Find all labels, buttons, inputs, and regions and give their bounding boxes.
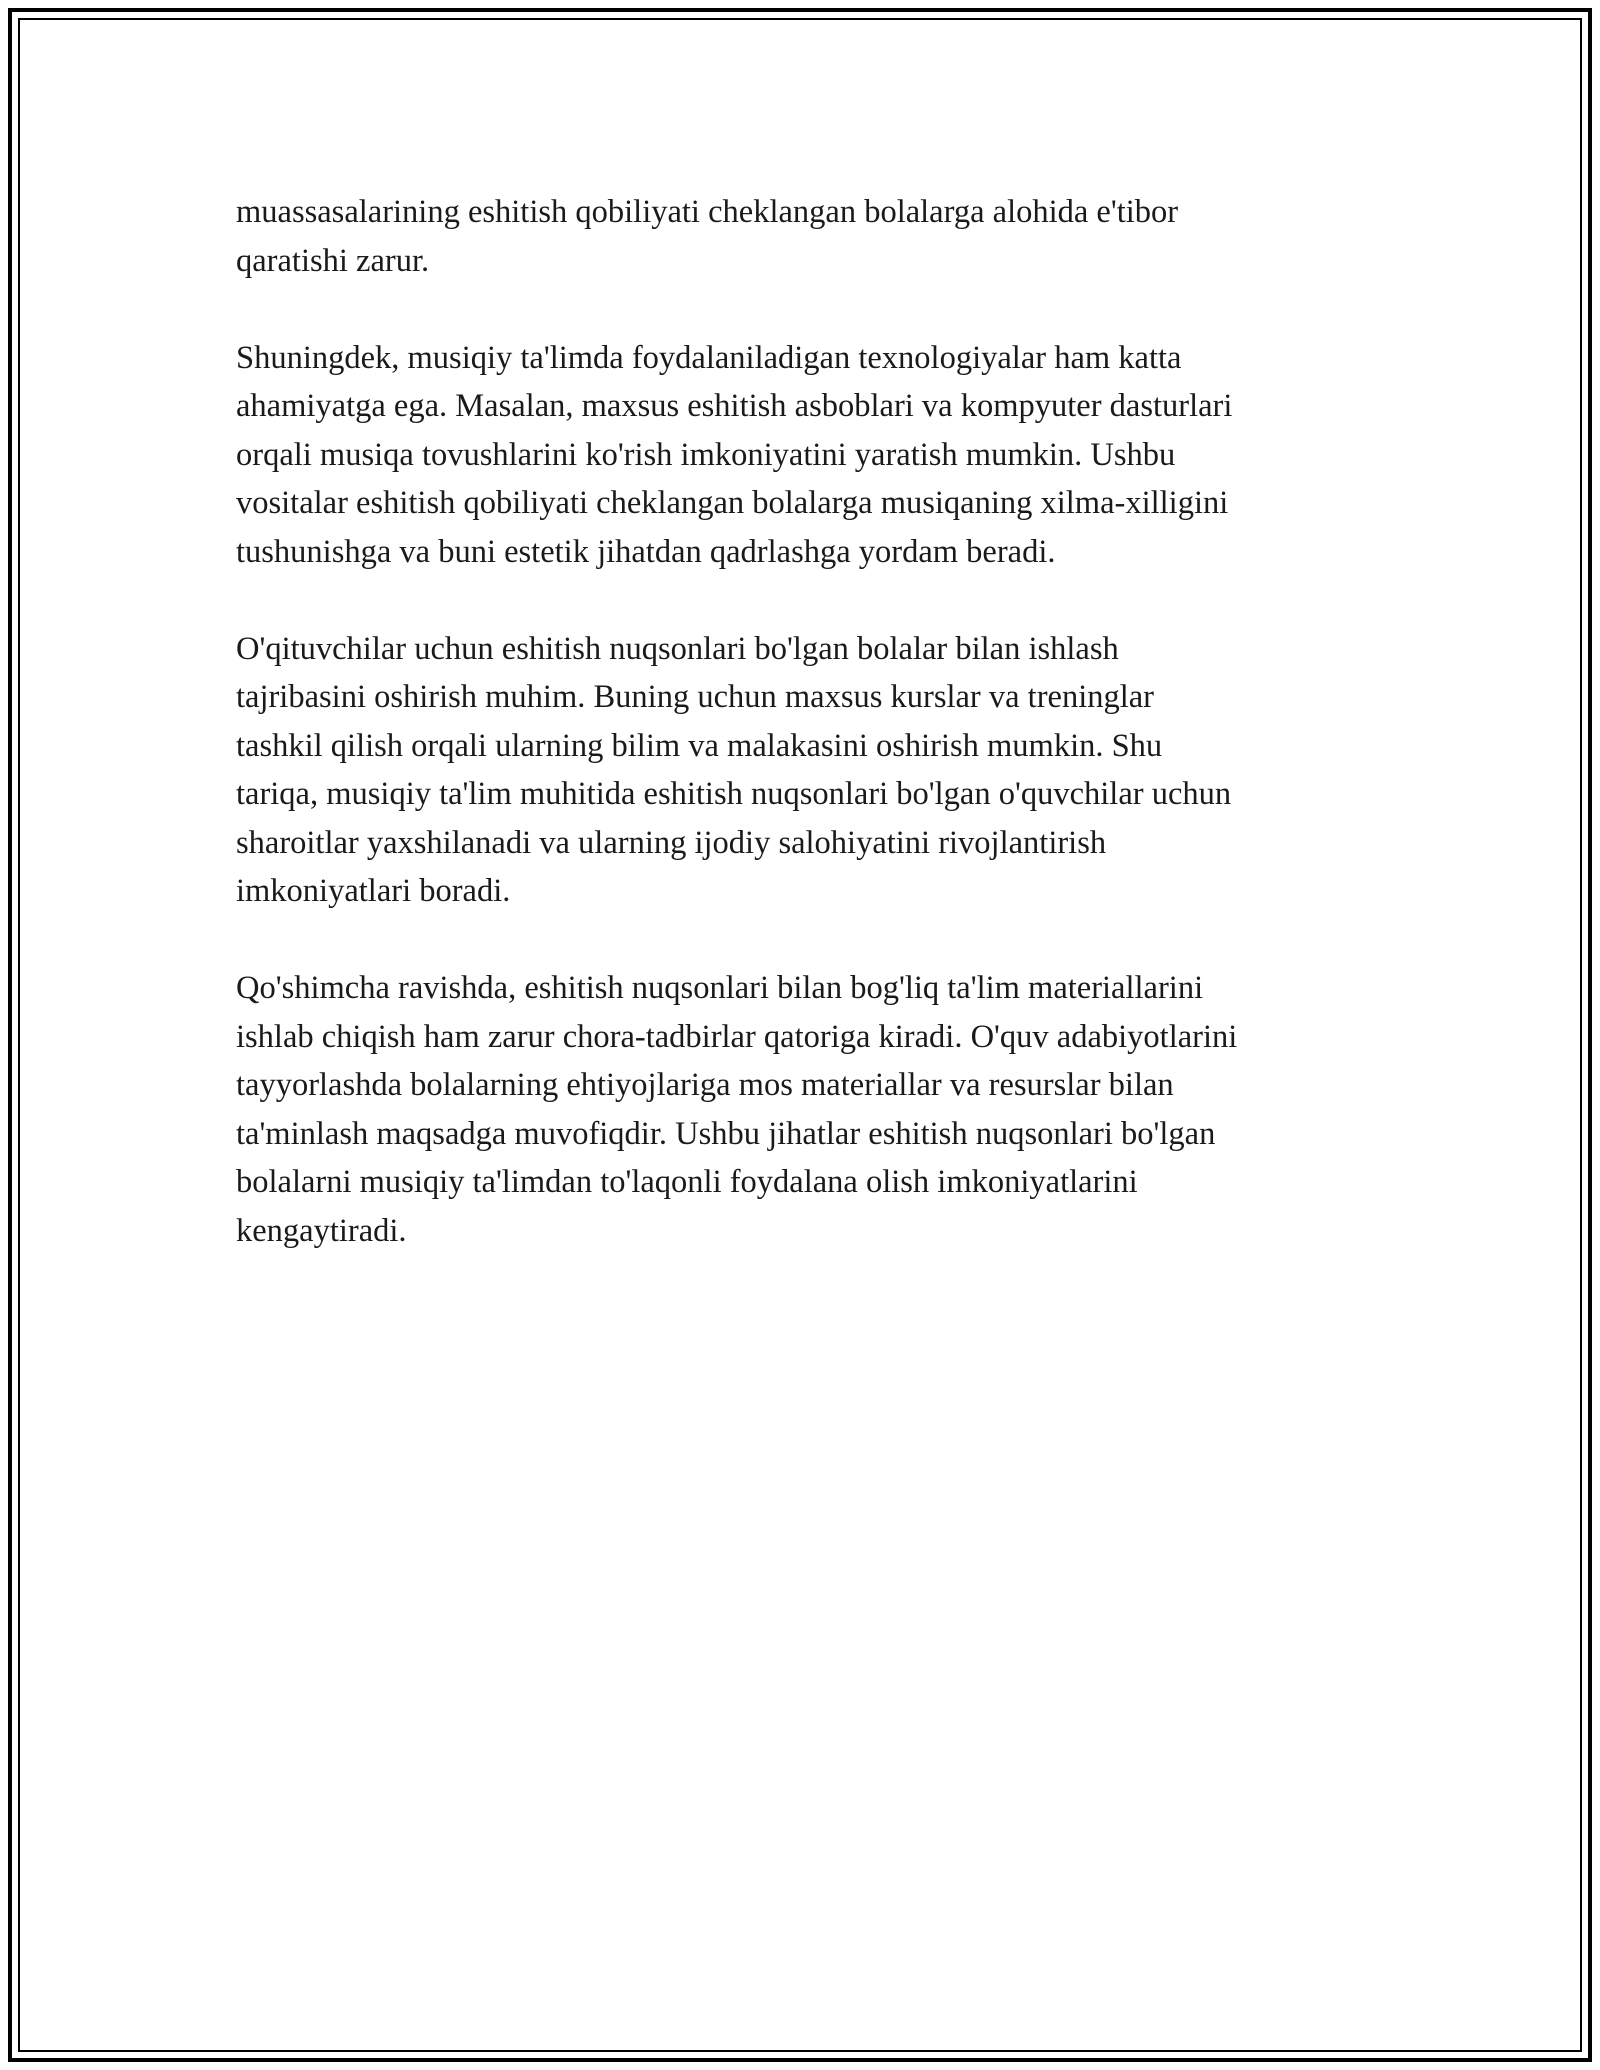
paragraph-2: Shuningdek, musiqiy ta'limda foydalaniladigan texnologiyalar ham katta ahamiyatga ega. Masalan, maxsus eshitish asboblari va kompyuter dasturlari orqali musiqa tovushlarini ko'rish imkoniyatini yaratish mumkin. Ushbu vositalar eshitish qobiliyati cheklangan bolalarga musiqaning xilma-xilligini tushunishga va buni estetik jihatdan qadrlashga yordam beradi.	[236, 339, 1233, 570]
document-body	[236, 188, 1376, 1304]
paragraph-1: muassasalarining eshitish qobiliyati cheklangan bolalarga alohida e'tibor qaratishi zarur.	[236, 194, 1179, 279]
paragraph-4: Qo'shimcha ravishda, eshitish nuqsonlari bilan bog'liq ta'lim materiallarini ishlab chiqish ham zarur chora-tadbirlar qatoriga kiradi. O'quv adabiyotlarini tayyorlashda bolalarning ehtiyojlariga mos materiallar va resurslar bilan ta'minlash maqsadga muvofiqdir. Ushbu jihatlar eshitish nuqsonlari bo'lgan bolalarni musiqiy ta'limdan to'laqonli foydalana olish imkoniyatlarini kengaytiradi.	[236, 970, 1238, 1249]
paragraph-3: O'qituvchilar uchun eshitish nuqsonlari bo'lgan bolalar bilan ishlash tajribasini oshirish muhim. Buning uchun maxsus kurslar va treninglar tashkil qilish orqali ularning bilim va malakasini oshirish mumkin. Shu tariqa, musiqiy ta'lim muhitida eshitish nuqsonlari bo'lgan o'quvchilar uchun sharoitlar yaxshilanadi va ularning ijodiy salohiyatini rivojlantirish imkoniyatlari boradi.	[236, 630, 1232, 909]
